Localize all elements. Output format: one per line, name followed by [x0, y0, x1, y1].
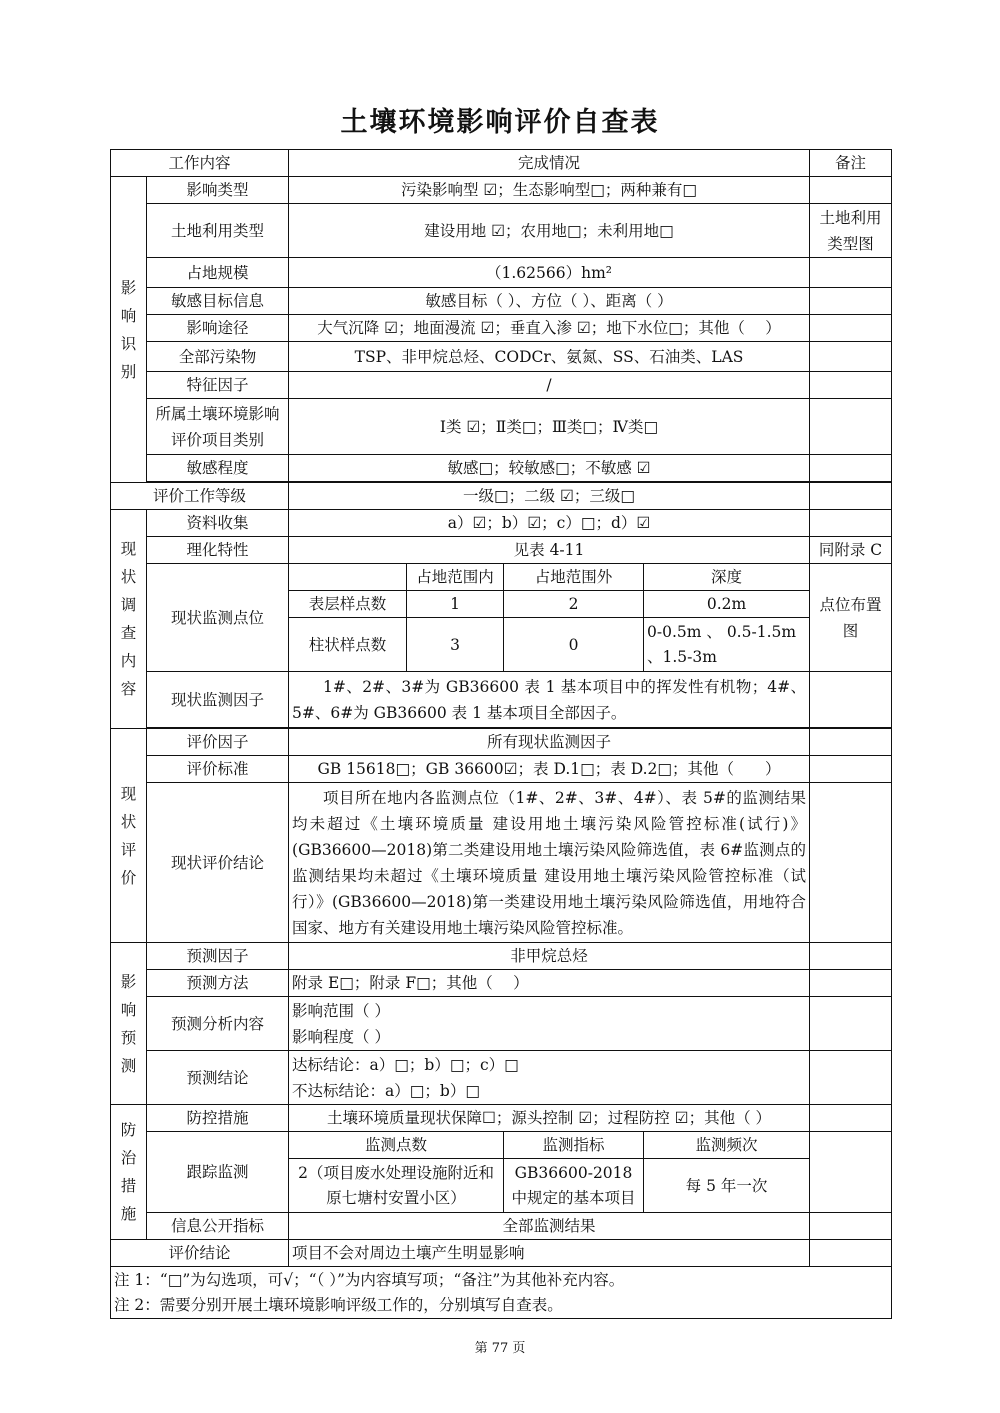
row-note: [810, 729, 892, 756]
row-label: 占地规模: [147, 258, 289, 288]
notes-cell: [111, 1267, 892, 1319]
row-value: GB 15618□；GB 36600☑；表 D.1□；表 D.2□；其他（ ）: [289, 756, 810, 783]
note-1: 注 1：“□”为勾选项，可√；“（ ）”为内容填写项；“备注”为其他补充内容。: [114, 1270, 625, 1289]
row-value: [289, 997, 810, 1051]
table-row: [111, 756, 892, 783]
table-row: [111, 372, 892, 399]
row-label: 敏感目标信息: [147, 288, 289, 315]
row-note: [810, 1213, 892, 1240]
table-row: [111, 1240, 892, 1267]
table-row: [111, 943, 892, 970]
points-inside: 1: [407, 591, 504, 618]
points-header-blank: [289, 564, 407, 591]
row-label: 影响类型: [147, 177, 289, 204]
points-depth: 0-0.5m 、 0.5-1.5m 、1.5-3m: [644, 618, 810, 672]
table-row: [111, 510, 892, 537]
row-note: [810, 1105, 892, 1132]
row-label: 现状评价结论: [147, 783, 289, 943]
table-row: [111, 483, 892, 510]
grade-label: 评价工作等级: [111, 483, 289, 510]
row-label: 土地利用类型: [147, 204, 289, 258]
row-value: 附录 E□；附录 F□；其他（ ）: [289, 970, 810, 997]
row-value: 见表 4-11: [289, 537, 810, 564]
tracking-header-indicator: 监测指标: [504, 1132, 644, 1159]
tracking-indicator: GB36600-2018 中规定的基本项目: [504, 1159, 644, 1213]
row-label: 资料收集: [147, 510, 289, 537]
table-row: [111, 288, 892, 315]
tracking-header-points: 监测点数: [289, 1132, 504, 1159]
row-value: 项目所在地内各监测点位（1#、2#、3#、4#）、表 5#的监测结果均未超过《土壤环境质量 建设用地土壤污染风险管控标准(试行)》(GB36600—2018)第二类建设用地土壤污染风险筛选值，表 6#监测点的监测结果均未超过《土壤环境质量 建设用地土壤污染风险管控标准（试行）》(GB36600—2018)第一类建设用地土壤污染风险筛选值，用地符合国家、地方有关建设用地土壤污染风险管控标准。: [289, 783, 810, 943]
row-note: [810, 510, 892, 537]
row-note: [810, 342, 892, 372]
tracking-header-frequency: 监测频次: [644, 1132, 810, 1159]
row-note: [810, 783, 892, 943]
row-value: 敏感□；较敏感□；不敏感 ☑: [289, 455, 810, 482]
row-value: （1.62566）hm²: [289, 258, 810, 288]
header-row: [111, 150, 892, 177]
row-label: 特征因子: [147, 372, 289, 399]
row-note: [810, 177, 892, 204]
table-row: [111, 455, 892, 482]
analysis-line-1: 影响范围（ ）: [292, 1001, 390, 1020]
points-row-label: 表层样点数: [289, 591, 407, 618]
tracking-label: 跟踪监测: [147, 1132, 289, 1213]
row-note: [810, 997, 892, 1051]
section-prevention: 防治措施: [111, 1105, 147, 1240]
row-note: [810, 672, 892, 728]
table-row: [111, 399, 892, 455]
row-value: a）☑；b）☑；c）□；d）☑: [289, 510, 810, 537]
row-label: 影响途径: [147, 315, 289, 342]
points-row-label: 柱状样点数: [289, 618, 407, 672]
row-label: 评价标准: [147, 756, 289, 783]
row-label: 敏感程度: [147, 455, 289, 482]
row-value: TSP、非甲烷总烃、CODCr、氨氮、SS、石油类、LAS: [289, 342, 810, 372]
row-note: [810, 970, 892, 997]
grade-value: 一级□；二级 ☑；三级□: [289, 483, 810, 510]
points-header-outside: 占地范围外: [504, 564, 644, 591]
row-label: 所属土壤环境影响评价项目类别: [147, 399, 289, 455]
row-note: [810, 258, 892, 288]
conclusion-label: 评价结论: [111, 1240, 289, 1267]
row-value: 1#、2#、3#为 GB36600 表 1 基本项目中的挥发性有机物；4#、5#、6#为 GB36600 表 1 基本项目全部因子。: [289, 672, 810, 728]
notes-row: [111, 1267, 892, 1319]
row-value: Ⅰ类 ☑；Ⅱ类□；Ⅲ类□；Ⅳ类□: [289, 399, 810, 455]
section-identification: 影响识别: [111, 177, 147, 483]
header-completion: 完成情况: [289, 150, 810, 177]
conclusion-value: 项目不会对周边土壤产生明显影响: [289, 1240, 810, 1267]
row-note: [810, 756, 892, 783]
row-value: /: [289, 372, 810, 399]
table-row: [111, 970, 892, 997]
points-inside: 3: [407, 618, 504, 672]
points-header-inside: 占地范围内: [407, 564, 504, 591]
page-title: 土壤环境影响评价自查表: [340, 107, 660, 138]
analysis-line-2: 影响程度（ ）: [292, 1027, 390, 1046]
section-prediction: 影响预测: [111, 943, 147, 1105]
conclusion-note: [810, 1240, 892, 1267]
page-number: 第 77 页: [474, 1341, 526, 1356]
header-work-content: 工作内容: [111, 150, 289, 177]
row-label: 信息公开指标: [147, 1213, 289, 1240]
tracking-note: [810, 1132, 892, 1213]
row-note: [810, 372, 892, 399]
header-remarks: 备注: [810, 150, 892, 177]
row-label: 预测方法: [147, 970, 289, 997]
row-value: 非甲烷总烃: [289, 943, 810, 970]
row-note: [810, 315, 892, 342]
table-row: [111, 1051, 892, 1105]
grade-note: [810, 483, 892, 510]
row-label: 现状监测因子: [147, 672, 289, 728]
tracking-points: 2（项目废水处理设施附近和原七塘村安置小区）: [289, 1159, 504, 1213]
note-2: 注 2：需要分别开展土壤环境影响评级工作的，分别填写自查表。: [114, 1295, 563, 1314]
row-note: 土地利用类型图: [810, 204, 892, 258]
conclusion-line-2: 不达标结论：a）□；b）□: [292, 1081, 480, 1100]
row-note: [810, 455, 892, 482]
row-value: 大气沉降 ☑；地面漫流 ☑；垂直入渗 ☑；地下水位□；其他（ ）: [289, 315, 810, 342]
table-row: [111, 1213, 892, 1240]
table-row: [111, 783, 892, 943]
points-outside: 2: [504, 591, 644, 618]
table-row: [111, 258, 892, 288]
row-value: 所有现状监测因子: [289, 729, 810, 756]
row-note: 同附录 C: [810, 537, 892, 564]
row-label: 预测结论: [147, 1051, 289, 1105]
table-row: [111, 315, 892, 342]
row-label: 预测因子: [147, 943, 289, 970]
row-note: [810, 1051, 892, 1105]
table-row: [111, 564, 892, 591]
table-row: [111, 204, 892, 258]
self-check-table: [110, 149, 892, 1319]
row-note: [810, 288, 892, 315]
row-label: 防控措施: [147, 1105, 289, 1132]
table-row: [111, 537, 892, 564]
points-label: 现状监测点位: [147, 564, 289, 672]
row-label: 全部污染物: [147, 342, 289, 372]
points-depth: 0.2m: [644, 591, 810, 618]
row-value: 建设用地 ☑；农用地□；未利用地□: [289, 204, 810, 258]
row-label: 评价因子: [147, 729, 289, 756]
table-row: [111, 729, 892, 756]
tracking-frequency: 每 5 年一次: [644, 1159, 810, 1213]
row-value: 污染影响型 ☑；生态影响型□；两种兼有□: [289, 177, 810, 204]
points-header-depth: 深度: [644, 564, 810, 591]
row-value: 土壤环境质量现状保障☐；源头控制 ☑；过程防控 ☑；其他（ ）: [289, 1105, 810, 1132]
row-label: 预测分析内容: [147, 997, 289, 1051]
row-note: [810, 399, 892, 455]
row-value: [289, 1051, 810, 1105]
row-value: 全部监测结果: [289, 1213, 810, 1240]
section-evaluation: 现状评价: [111, 729, 147, 943]
table-row: [111, 1132, 892, 1159]
points-note: 点位布置图: [810, 564, 892, 672]
table-row: [111, 342, 892, 372]
table-row: [111, 1105, 892, 1132]
row-label: 理化特性: [147, 537, 289, 564]
table-row: [111, 177, 892, 204]
row-value: 敏感目标（ ）、方位（ ）、距离（ ）: [289, 288, 810, 315]
conclusion-line-1: 达标结论：a）□；b）□；c）□: [292, 1055, 519, 1074]
table-row: [111, 672, 892, 728]
section-survey: 现状调查内容: [111, 510, 147, 729]
table-row: [111, 997, 892, 1051]
points-outside: 0: [504, 618, 644, 672]
row-note: [810, 943, 892, 970]
